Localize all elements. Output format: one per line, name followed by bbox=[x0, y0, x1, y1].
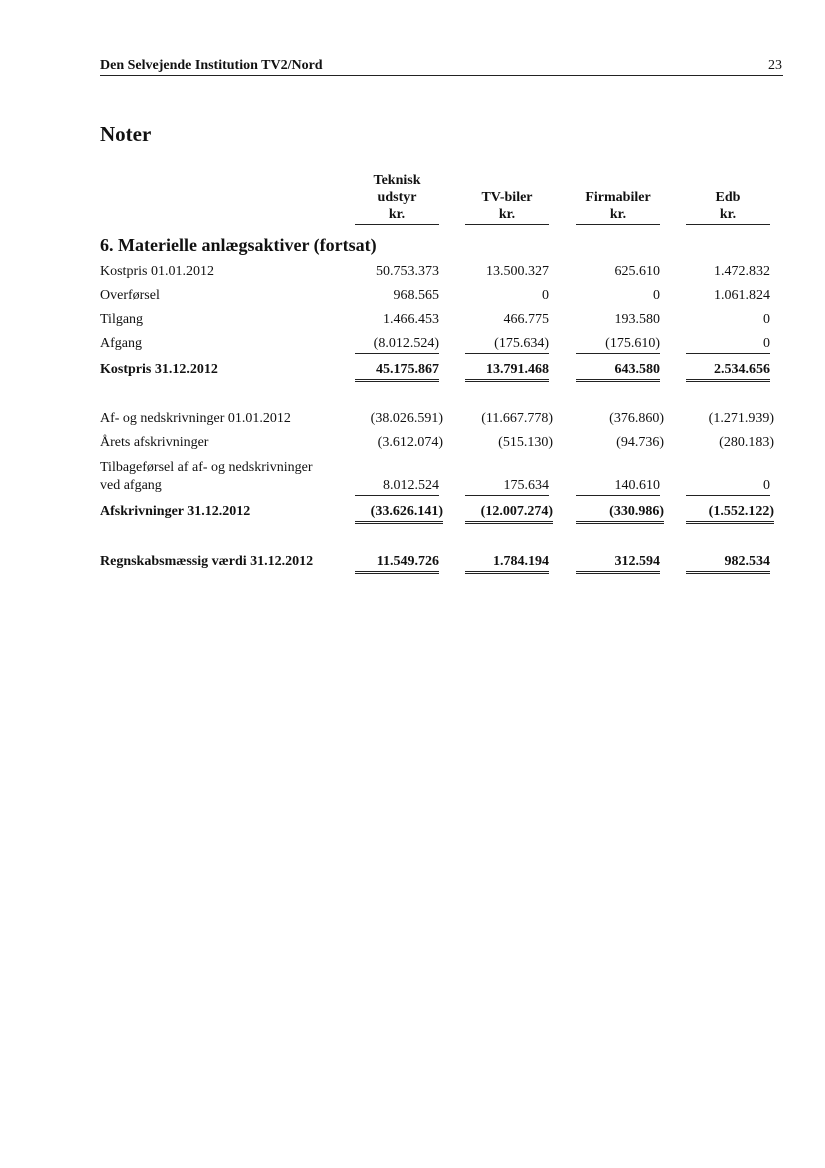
column-header-unit: kr. bbox=[388, 207, 406, 222]
row-label-line2: ved afgang bbox=[100, 478, 162, 493]
cell-edb: (1.271.939) bbox=[708, 411, 774, 426]
row-label bbox=[100, 459, 313, 495]
cell-firmabiler: 0 bbox=[653, 288, 660, 303]
cell-tv-biler: 0 bbox=[542, 288, 549, 303]
column-header-unit: kr. bbox=[609, 207, 627, 222]
row-label-line1: Tilbageførsel af af- og nedskrivninger bbox=[100, 460, 313, 475]
cell-firmabiler: (175.610) bbox=[576, 335, 660, 354]
organization-name: Den Selvejende Institution TV2/Nord bbox=[100, 58, 323, 73]
table-row-tilbageforsel bbox=[100, 459, 783, 495]
note-title: 6. Materielle anlægsaktiver (fortsat) bbox=[100, 235, 377, 255]
row-label: Afgang bbox=[100, 336, 142, 351]
cell-tv-biler: 175.634 bbox=[465, 477, 549, 496]
cell-teknisk: (8.012.524) bbox=[355, 335, 439, 354]
cell-firmabiler: (94.736) bbox=[616, 435, 664, 450]
cell-tv-biler: 13.500.327 bbox=[486, 264, 549, 279]
page-header bbox=[100, 57, 783, 76]
cell-tv-biler: (11.667.778) bbox=[481, 411, 553, 426]
cell-edb: 2.534.656 bbox=[686, 361, 770, 382]
cell-teknisk: 968.565 bbox=[393, 288, 439, 303]
column-header-unit: kr. bbox=[719, 207, 737, 222]
cell-firmabiler: 625.610 bbox=[614, 264, 660, 279]
section-title: Noter bbox=[100, 122, 152, 146]
cell-edb: 982.534 bbox=[686, 553, 770, 574]
cell-tv-biler: 466.775 bbox=[503, 312, 549, 327]
cell-edb: (280.183) bbox=[719, 435, 774, 450]
row-label: Tilgang bbox=[100, 312, 144, 327]
cell-tv-biler: (12.007.274) bbox=[465, 503, 553, 524]
cell-firmabiler: 312.594 bbox=[576, 553, 660, 574]
row-label: Kostpris 31.12.2012 bbox=[100, 362, 218, 377]
cell-edb: 1.061.824 bbox=[714, 288, 770, 303]
cell-edb: 0 bbox=[686, 335, 770, 354]
cell-tv-biler: 1.784.194 bbox=[465, 553, 549, 574]
column-header-tv-biler bbox=[465, 189, 549, 225]
column-header-teknisk-udstyr bbox=[355, 172, 439, 225]
column-header-firmabiler bbox=[576, 189, 660, 225]
cell-edb: (1.552.122) bbox=[686, 503, 774, 524]
cell-teknisk: (38.026.591) bbox=[370, 411, 443, 426]
cell-teknisk: 1.466.453 bbox=[383, 312, 439, 327]
cell-teknisk: (3.612.074) bbox=[377, 435, 443, 450]
cell-firmabiler: 193.580 bbox=[614, 312, 660, 327]
column-header-line2: TV-biler bbox=[481, 190, 533, 205]
cell-teknisk: (33.626.141) bbox=[355, 503, 443, 524]
column-header-line2: Edb bbox=[715, 190, 741, 205]
cell-teknisk: 11.549.726 bbox=[355, 553, 439, 574]
cell-tv-biler: 13.791.468 bbox=[465, 361, 549, 382]
column-header-line1: Teknisk bbox=[373, 173, 421, 188]
row-label: Overførsel bbox=[100, 288, 160, 303]
column-header-line2: Firmabiler bbox=[585, 190, 651, 205]
column-header-edb bbox=[686, 189, 770, 225]
cell-firmabiler: 140.610 bbox=[576, 477, 660, 496]
cell-teknisk: 45.175.867 bbox=[355, 361, 439, 382]
column-header-unit: kr. bbox=[498, 207, 516, 222]
row-label: Kostpris 01.01.2012 bbox=[100, 264, 214, 279]
cell-firmabiler: 643.580 bbox=[576, 361, 660, 382]
cell-edb: 1.472.832 bbox=[714, 264, 770, 279]
column-header-line2: udstyr bbox=[377, 190, 417, 205]
cell-tv-biler: (175.634) bbox=[465, 335, 549, 354]
row-label: Afskrivninger 31.12.2012 bbox=[100, 504, 251, 519]
row-label: Regnskabsmæssig værdi 31.12.2012 bbox=[100, 554, 314, 569]
cell-tv-biler: (515.130) bbox=[498, 435, 553, 450]
page-number: 23 bbox=[768, 58, 782, 73]
cell-firmabiler: (330.986) bbox=[576, 503, 664, 524]
cell-edb: 0 bbox=[686, 477, 770, 496]
cell-teknisk: 8.012.524 bbox=[355, 477, 439, 496]
cell-teknisk: 50.753.373 bbox=[376, 264, 439, 279]
row-label: Årets afskrivninger bbox=[100, 435, 209, 450]
row-label: Af- og nedskrivninger 01.01.2012 bbox=[100, 411, 291, 426]
cell-firmabiler: (376.860) bbox=[609, 411, 664, 426]
cell-edb: 0 bbox=[763, 312, 770, 327]
